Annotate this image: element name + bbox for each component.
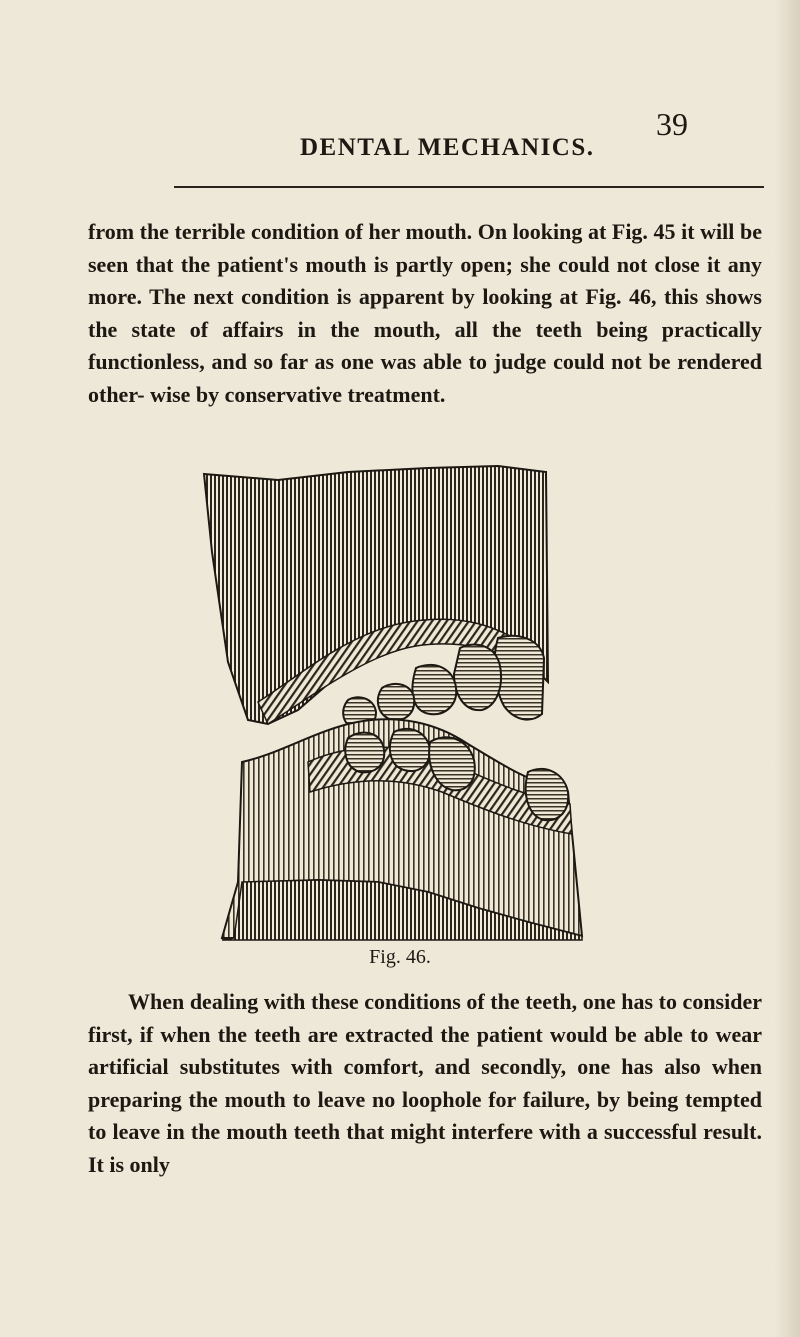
header-rule [174, 186, 764, 188]
page-edge-shadow [774, 0, 800, 1337]
body-paragraph-2: When dealing with these conditions of the teeth, one has to consider first, if when the teeth are extracted the patient would be able to wear artificial substitutes with comfort, and secondly, one has also when preparing the mouth to leave no loophole for failure, by being tempted to leave in the mouth teeth that might interfere with a successful result. It is only [88, 989, 762, 1177]
running-head-title: DENTAL MECHANICS. [300, 134, 595, 161]
figure-46-illustration [198, 462, 608, 942]
body-paragraph-1: from the terrible condition of her mouth. On looking at Fig. 45 it will be seen that the patient's mouth is partly open; she could not close it any more. The next condition is apparent by looking at Fig. 46, this shows the state of affairs in the mouth, all the teeth being practically functionless, and so far as one was able to judge could not be rendered other- wise by conservative treatment. [88, 219, 762, 407]
running-head [0, 106, 800, 172]
figure-caption: Fig. 46. [369, 946, 431, 968]
page-number: 39 [656, 106, 688, 142]
